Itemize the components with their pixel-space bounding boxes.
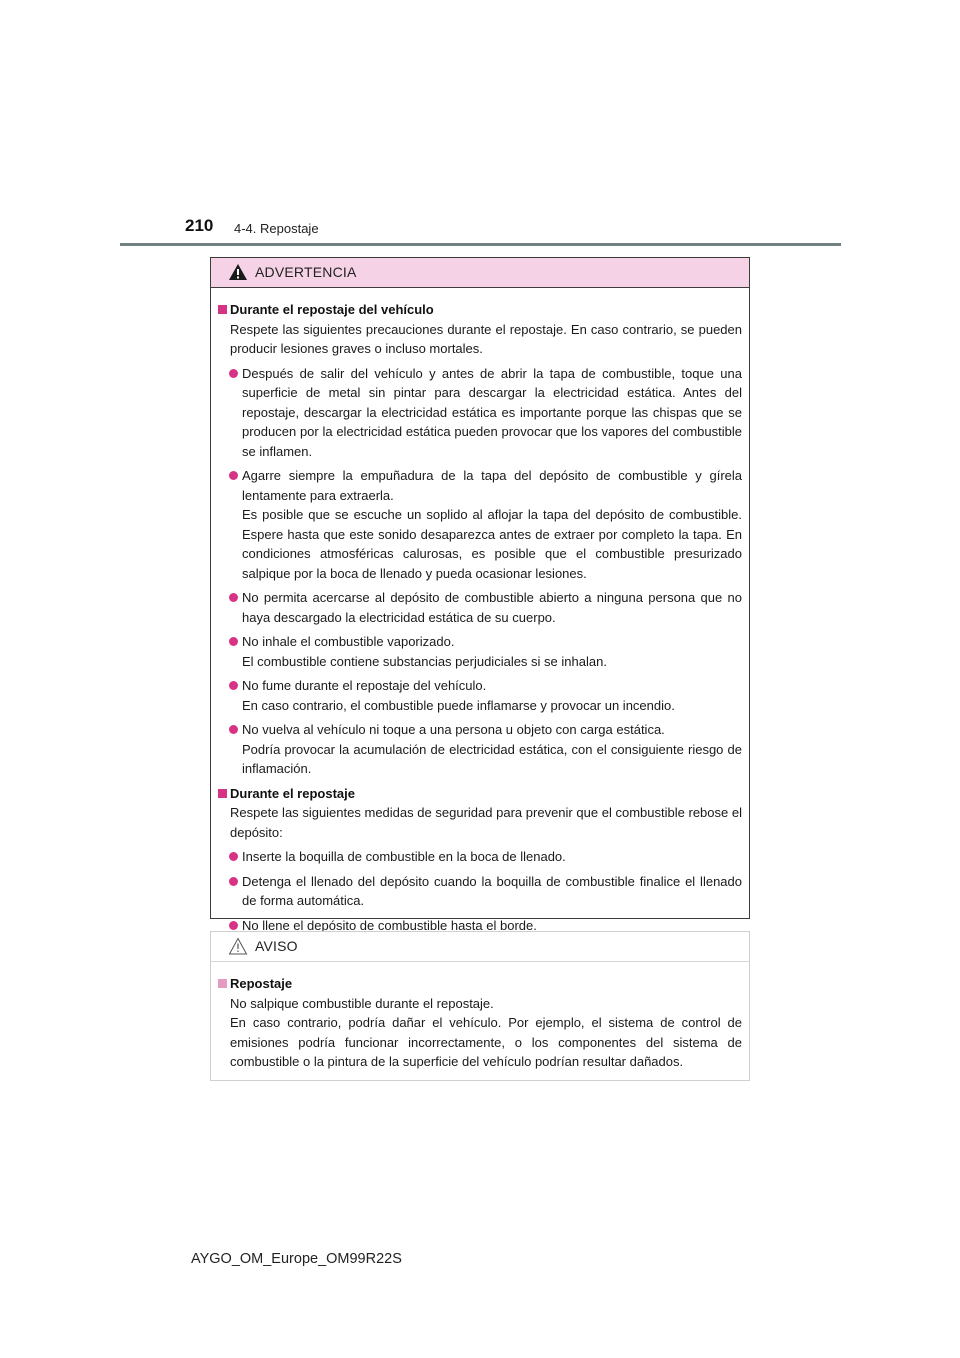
square-bullet-icon (218, 789, 227, 798)
square-bullet-icon (218, 979, 227, 988)
paragraph-line: No salpique combustible durante el repostaje. (230, 995, 494, 1011)
notice-title: AVISO (255, 938, 298, 954)
circle-bullet-icon (229, 471, 238, 480)
list-item-text: No vuelva al vehículo ni toque a una persona u objeto con carga estática. (242, 722, 665, 737)
page-number: 210 (185, 216, 214, 235)
outline-triangle-icon (228, 937, 248, 955)
list-item (218, 676, 742, 715)
heading-text: Durante el repostaje (230, 785, 355, 801)
paragraph: Respete las siguientes medidas de seguridad para prevenir que el combustible rebose el depósito: (230, 805, 742, 840)
list-item (218, 872, 742, 911)
list-item-text: Agarre siempre la empuñadura de la tapa del depósito de combustible y gírela lentamente para extraerla. (242, 468, 742, 503)
circle-bullet-icon (229, 593, 238, 602)
notice-content (211, 962, 749, 1072)
list-item-text: No inhale el combustible vaporizado. (242, 634, 455, 649)
circle-bullet-icon (229, 725, 238, 734)
list-item-text: No llene el depósito de combustible hasta el borde. (242, 917, 537, 933)
paragraph: Respete las siguientes precauciones durante el repostaje. En caso contrario, se pueden producir lesiones graves o incluso mortales. (230, 321, 742, 356)
circle-bullet-icon (229, 852, 238, 861)
notice-box (210, 931, 750, 1081)
heading-text: Repostaje (230, 976, 293, 991)
footer-doc-code: AYGO_OM_Europe_OM99R22S (191, 1251, 402, 1267)
warning-header (211, 258, 749, 288)
paragraph (218, 994, 742, 1072)
list-item (218, 847, 742, 867)
warning-title: ADVERTENCIA (255, 264, 357, 280)
circle-bullet-icon (229, 681, 238, 690)
section-heading (218, 300, 742, 320)
section-heading (218, 784, 742, 804)
list-item (218, 632, 742, 671)
list-item-text: Después de salir del vehículo y antes de abrir la tapa de combustible, toque una superficie de metal sin pintar para descargar la electricidad estática. Antes del repostaje, descargar la electricidad estática es importante porque las chispas que se producen por la electricidad estática pueden provocar que los vapores del combustible se inflamen. (242, 365, 742, 459)
circle-bullet-icon (229, 877, 238, 886)
header-rule (120, 243, 841, 246)
notice-header (211, 932, 749, 962)
warning-box (210, 257, 750, 933)
circle-bullet-icon (229, 637, 238, 646)
list-item (218, 588, 742, 627)
list-item-text: En caso contrario, el combustible puede inflamarse y provocar un incendio. (242, 697, 675, 713)
circle-bullet-icon (229, 921, 238, 930)
list-item (218, 364, 742, 462)
list-item-text: Podría provocar la acumulación de electricidad estática, con el consiguiente riesgo de inflamación. (242, 741, 742, 776)
circle-bullet-icon (229, 369, 238, 378)
warning-content (211, 288, 749, 935)
heading-text: Durante el repostaje del vehículo (230, 302, 434, 317)
list-item-text: No permita acercarse al depósito de combustible abierto a ninguna persona que no haya descargado la electricidad estática de su cuerpo. (242, 590, 742, 625)
section-title: 4-4. Repostaje (234, 221, 319, 236)
list-item-text: Detenga el llenado del depósito cuando la boquilla de combustible finalice el llenado de forma automática. (242, 873, 742, 908)
square-bullet-icon (218, 305, 227, 314)
list-item (218, 720, 742, 779)
warning-triangle-icon (228, 263, 248, 281)
list-item-text: Inserte la boquilla de combustible en la boca de llenado. (242, 849, 566, 864)
page-header (0, 0, 960, 250)
section-heading (218, 974, 742, 994)
list-item-text: Es posible que se escuche un soplido al aflojar la tapa del depósito de combustible. Espere hasta que este sonido desaparezca antes de extraer por completo la tapa. En condiciones atmosféricas calurosas, es posible que el combustible presurizado salpique por la boca de llenado y pueda ocasionar lesiones. (242, 507, 742, 581)
list-item (218, 466, 742, 583)
list-item-text: No fume durante el repostaje del vehículo. (242, 678, 487, 693)
paragraph-line: En caso contrario, podría dañar el vehículo. Por ejemplo, el sistema de control de emisiones podría funcionar incorrectamente, o los componentes del sistema de combustible o la pintura de la superficie del vehículo podrían resultar dañados. (230, 1015, 742, 1069)
list-item-text: El combustible contiene substancias perjudiciales si se inhalan. (242, 653, 607, 669)
